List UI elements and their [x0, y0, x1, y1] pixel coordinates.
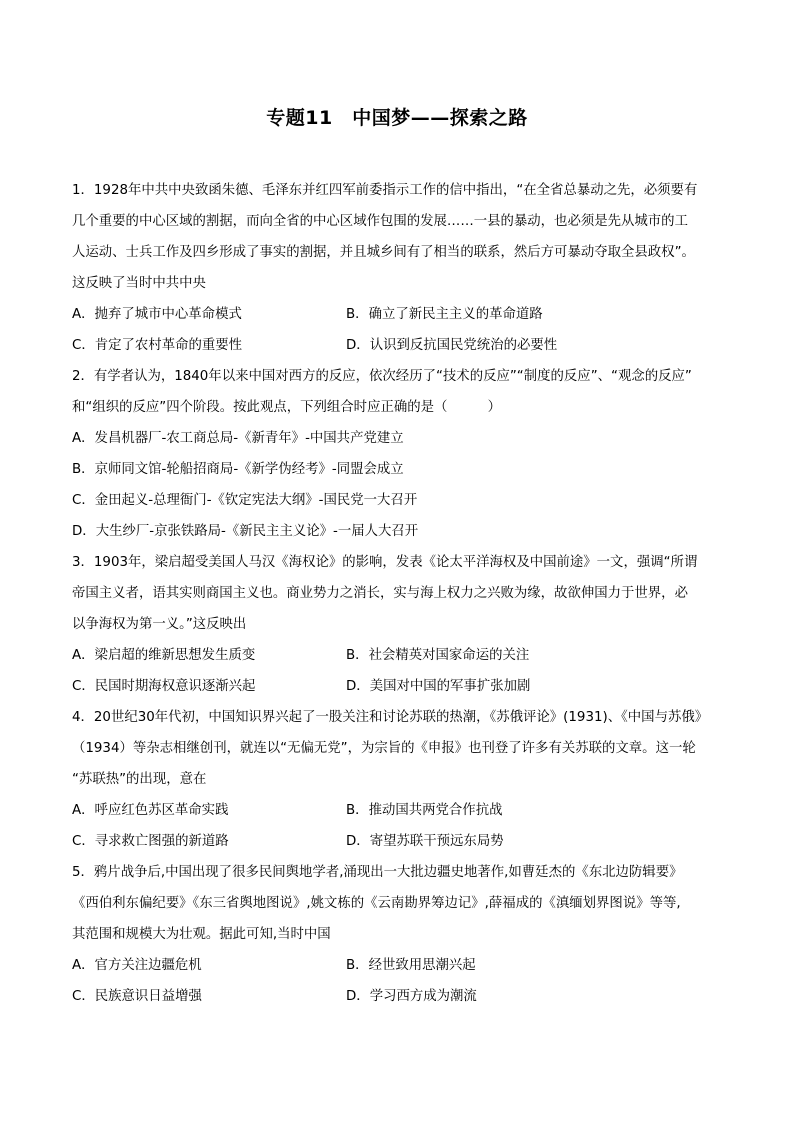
question-3-options-row-2: [72, 671, 732, 702]
question-3: [72, 547, 732, 702]
question-5-option-b: B．经世致用思潮兴起: [346, 958, 476, 973]
page-title: 专题11 中国梦——探索之路: [266, 107, 528, 129]
question-4-options-row-1: [72, 795, 732, 826]
question-5-options-row-1: [72, 950, 732, 981]
question-1-options-row-1: [72, 299, 732, 330]
question-5-options-row-2: [72, 981, 732, 1012]
question-1-option-d: D．认识到反抗国民党统治的必要性: [346, 338, 558, 353]
question-1-options-row-2: [72, 330, 732, 361]
question-1-line-1: 1．1928年中共中央致函朱德、毛泽东并红四军前委指示工作的信中指出，“在全省总暴动之先，必须要有: [72, 183, 698, 198]
question-2-option-a: A．发昌机器厂-农工商总局-《新青年》-中国共产党建立: [72, 431, 404, 446]
question-4-option-b: B．推动国共两党合作抗战: [346, 803, 503, 818]
question-2-line-2: 和“组织的反应”四个阶段。按此观点，下列组合时应正确的是（ ）: [72, 400, 501, 415]
question-1-line-4: 这反映了当时中共中央: [72, 276, 206, 291]
question-5-option-d: D．学习西方成为潮流: [346, 989, 477, 1004]
question-5-line-1: 5．鸦片战争后,中国出现了很多民间舆地学者,涌现出一大批边疆史地著作,如曹廷杰的《东北边防辑要》: [72, 865, 683, 880]
question-list: [72, 175, 732, 1012]
question-3-option-b: B．社会精英对国家命运的关注: [346, 648, 530, 663]
question-2-option-d: D．大生纱厂-京张铁路局-《新民主主义论》-一届人大召开: [72, 524, 419, 539]
question-4-option-a: A．呼应红色苏区革命实践: [72, 803, 229, 818]
question-4-option-d: D．寄望苏联干预远东局势: [346, 834, 504, 849]
question-2-option-b: B．京师同文馆-轮船招商局-《新学伪经考》-同盟会成立: [72, 462, 404, 477]
question-1-option-c: C．肯定了农村革命的重要性: [72, 338, 243, 353]
question-1-line-2: 几个重要的中心区域的割据，而向全省的中心区域作包围的发展……一县的暴动，也必须是先从城市的工: [72, 214, 688, 229]
question-3-options-row-1: [72, 640, 732, 671]
question-5-option-a: A．官方关注边疆危机: [72, 958, 202, 973]
question-3-option-c: C．民国时期海权意识逐渐兴起: [72, 679, 256, 694]
question-4-option-c: C．寻求救亡图强的新道路: [72, 834, 229, 849]
question-4-line-2: （1934）等杂志相继创刊，就连以“无偏无党”，为宗旨的《申报》也刊登了许多有关苏联的文章。这一轮: [72, 741, 696, 756]
question-4-line-1: 4．20世纪30年代初，中国知识界兴起了一股关注和讨论苏联的热潮，《苏俄评论》(1931)、《中国与苏俄》: [72, 710, 709, 725]
question-2-line-1: 2．有学者认为，1840年以来中国对西方的反应，依次经历了“技术的反应”“制度的反应”、“观念的反应”: [72, 369, 692, 384]
question-4-options-row-2: [72, 826, 732, 857]
question-1-option-a: A．抛弃了城市中心革命模式: [72, 307, 242, 322]
question-3-line-1: 3．1903年，梁启超受美国人马汉《海权论》的影响，发表《论太平洋海权及中国前途》一文，强调“所谓: [72, 555, 698, 570]
question-1-line-3: 人运动、士兵工作及四乡形成了事实的割据，并且城乡间有了相当的联系，然后方可暴动夺取全县政权”。: [72, 245, 695, 260]
question-3-line-3: 以争海权为第一义。”这反映出: [72, 617, 247, 632]
question-5: [72, 857, 732, 1012]
question-2: [72, 361, 732, 547]
question-5-option-c: C．民族意识日益增强: [72, 989, 202, 1004]
question-4-line-3: “苏联热”的出现，意在: [72, 772, 207, 787]
question-4: [72, 702, 732, 857]
question-1-option-b: B．确立了新民主主义的革命道路: [346, 307, 543, 322]
question-3-line-2: 帝国主义者，语其实则商国主义也。商业势力之消长，实与海上权力之兴败为缘，故欲伸国力于世界，必: [72, 586, 688, 601]
question-1: [72, 175, 732, 361]
question-5-line-2: 《西伯利东偏纪要》《东三省舆地图说》,姚文栋的《云南勘界筹边记》,薛福成的《滇缅划界图说》等等,: [72, 896, 681, 911]
question-3-option-a: A．梁启超的维新思想发生质变: [72, 648, 256, 663]
question-5-line-3: 其范围和规模大为壮观。据此可知,当时中国: [72, 927, 331, 942]
question-3-option-d: D．美国对中国的军事扩张加剧: [346, 679, 531, 694]
question-2-option-c: C．金田起义-总理衙门-《钦定宪法大纲》-国民党一大召开: [72, 493, 418, 508]
